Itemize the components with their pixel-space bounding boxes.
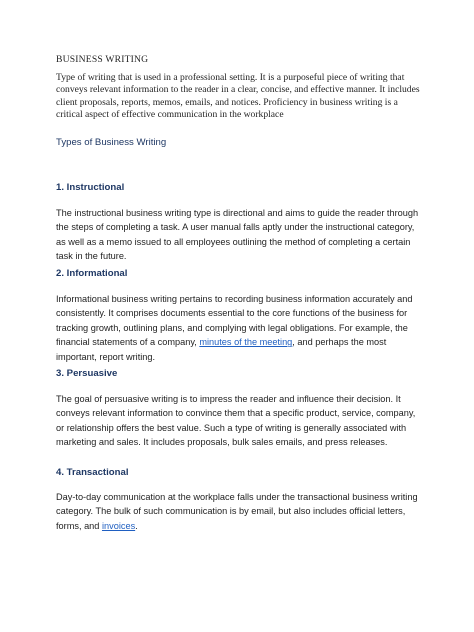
section-body-informational-tail: , and perhaps the most important, report writing. (56, 337, 387, 362)
minutes-of-meeting-link[interactable]: minutes of the meeting (199, 337, 293, 348)
section-body-persuasive: The goal of persuasive writing is to impress the reader and influence their decision. It conveys relevant information to convince them that a specific product, service, company, or relationship offers the best value. Such a type of writing is generally associated with marketing and sales. It includes proposals, bulk sales emails, and press releases. (56, 394, 416, 448)
section-body-transactional-text: Day-to-day communication at the workplace falls under the transactional business writing category. The bulk of such communication is by email, but also includes official letters, forms, and (56, 492, 418, 531)
section-heading-informational: 2. Informational (56, 268, 128, 279)
section-heading-persuasive: 3. Persuasive (56, 368, 118, 379)
section-body-informational-text: Informational business writing pertains to recording business information accurately and consistently. It comprises documents essential to the core functions of the business for tracking growth, outlining plans, and complying with legal obligations. For example, the financial statements of a company, (56, 294, 413, 348)
section-body-informational (56, 292, 424, 364)
invoices-link[interactable]: invoices (101, 520, 136, 531)
intro-paragraph: Type of writing that is used in a professional setting. It is a purposeful piece of writing that conveys relevant information to the reader in a clear, concise, and effective manner. It includes client proposals, reports, memos, emails, and notices. Proficiency in business writing is a critical aspect of effective communication in the workplace (56, 72, 420, 121)
section-body-transactional (56, 490, 424, 533)
document-title: BUSINESS WRITING (56, 54, 149, 65)
types-heading: Types of Business Writing (56, 137, 167, 148)
section-body-instructional: The instructional business writing type is directional and aims to guide the reader through the steps of completing a task. A user manual falls aptly under the instructional category, as well as a memo issued to all employees outlining the method of completing a certain task in the future. (56, 208, 419, 262)
section-heading-instructional: 1. Instructional (56, 182, 125, 193)
section-body-transactional-tail: . (135, 520, 138, 531)
section-heading-transactional: 4. Transactional (56, 467, 129, 478)
